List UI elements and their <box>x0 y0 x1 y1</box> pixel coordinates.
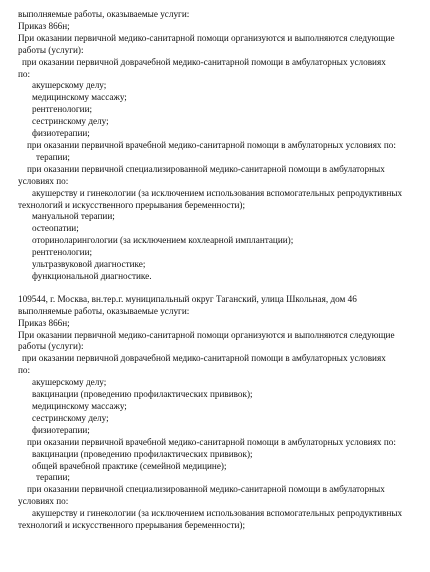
text-line: акушерству и гинекологии (за исключением использования вспомогательных репродуктивных <box>32 187 403 198</box>
text-line: медицинскому массажу; <box>32 92 127 103</box>
text-line: Приказ 866н; <box>18 317 70 328</box>
text-line: при оказании первичной врачебной медико-санитарной помощи в амбулаторных условиях по: <box>27 436 396 447</box>
text-line: выполняемые работы, оказываемые услуги: <box>18 305 190 316</box>
text-line: общей врачебной практике (семейной медицине); <box>32 460 227 471</box>
text-line: функциональной диагностике. <box>32 270 152 281</box>
text-line: работы (услуги): <box>18 44 84 55</box>
text-line: условиях по: <box>18 175 69 186</box>
text-line: вакцинации (проведению профилактических прививок); <box>32 389 253 400</box>
text-line: при оказании первичной доврачебной медико-санитарной помощи в амбулаторных условиях <box>22 56 386 67</box>
text-line: физиотерапии; <box>32 128 90 139</box>
text-line: условиях по: <box>18 496 69 507</box>
text-line: акушерскому делу; <box>32 377 107 388</box>
text-line: ультразвуковой диагностике; <box>32 259 146 270</box>
text-line: медицинскому массажу; <box>32 401 127 411</box>
text-line: рентгенологии; <box>32 104 93 115</box>
text-line: технологий и искусственного прерывания беременности); <box>18 520 246 531</box>
text-line: вакцинации (проведению профилактических прививок); <box>32 448 253 459</box>
text-line: Приказ 866н; <box>18 20 70 31</box>
text-line: акушерству и гинекологии (за исключением использования вспомогательных репродуктивных <box>32 508 403 519</box>
text-line: остеопатии; <box>32 223 79 234</box>
text-line: выполняемые работы, оказываемые услуги: <box>18 9 190 19</box>
text-line: рентгенологии; <box>32 247 93 258</box>
text-line: физиотерапии; <box>32 424 90 435</box>
text-line: при оказании первичной специализированной медико-санитарной помощи в амбулаторных <box>27 163 385 174</box>
text-line: мануальной терапии; <box>32 211 115 222</box>
license-block-2 <box>18 294 412 532</box>
block-separator <box>18 283 412 294</box>
text-line: по: <box>18 365 31 376</box>
text-line: при оказании первичной врачебной медико-санитарной помощи в амбулаторных условиях по: <box>27 139 396 150</box>
text-line: технологий и искусственного прерывания беременности); <box>18 199 246 210</box>
text-line: При оказании первичной медико-санитарной помощи организуются и выполняются следующие <box>18 329 395 340</box>
license-block-1 <box>18 9 412 283</box>
text-line: При оказании первичной медико-санитарной помощи организуются и выполняются следующие <box>18 32 395 43</box>
text-line: оториноларингологии (за исключением кохлеарной имплантации); <box>32 235 294 246</box>
text-line: работы (услуги): <box>18 341 84 352</box>
text-line: терапии; <box>36 472 70 483</box>
text-line: акушерскому делу; <box>32 80 107 91</box>
text-line: по: <box>18 68 31 79</box>
text-line: сестринскому делу; <box>32 116 109 127</box>
text-line: при оказании первичной доврачебной медико-санитарной помощи в амбулаторных условиях <box>22 353 386 364</box>
text-line: 109544, г. Москва, вн.тер.г. муниципальный округ Таганский, улица Школьная, дом 46 <box>18 293 357 304</box>
text-line: при оказании первичной специализированной медико-санитарной помощи в амбулаторных <box>27 484 385 495</box>
text-line: терапии; <box>36 151 70 162</box>
text-line: сестринскому делу; <box>32 412 109 423</box>
